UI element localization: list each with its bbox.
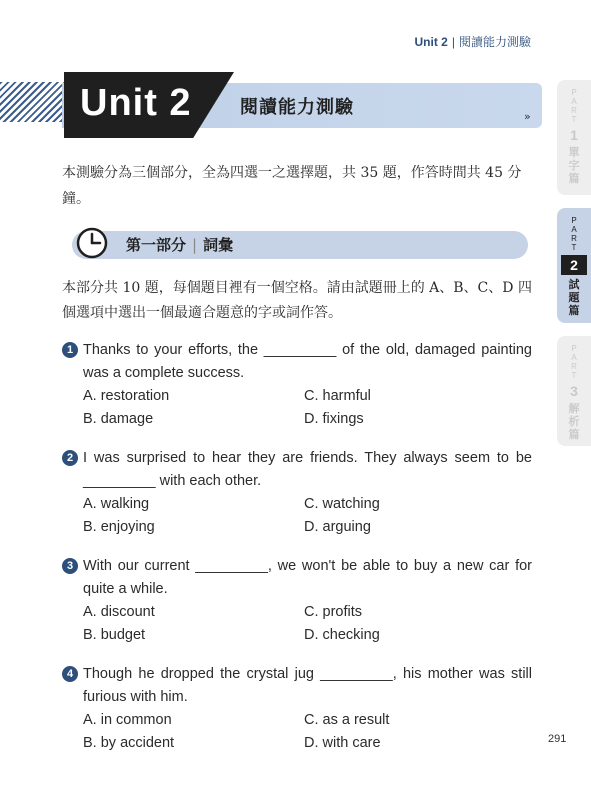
tab-part-number: 1 bbox=[570, 127, 578, 143]
option[interactable]: D. fixings bbox=[304, 411, 364, 427]
option-list bbox=[62, 601, 532, 647]
question-number-badge: 2 bbox=[62, 450, 78, 466]
question-number-badge: 1 bbox=[62, 342, 78, 358]
section-name: 詞彙 bbox=[203, 236, 234, 254]
question-number-badge: 4 bbox=[62, 666, 78, 682]
question-stem bbox=[62, 447, 532, 493]
question-stem bbox=[62, 555, 532, 601]
tab-part-number: 3 bbox=[570, 383, 578, 399]
running-header bbox=[415, 33, 531, 50]
option[interactable]: B. by accident bbox=[83, 735, 175, 751]
section-label: 第一部分 bbox=[126, 236, 187, 254]
question bbox=[62, 339, 532, 431]
tab-part-2[interactable] bbox=[557, 208, 591, 323]
question bbox=[62, 447, 532, 539]
chevron-right-double-icon: » bbox=[524, 110, 531, 123]
section-description: 本部分共 10 題，每個題目裡有一個空格。請由試題冊上的 A、B、C、D 四個選項中選出一個最適合題意的字或詞作答。 bbox=[62, 280, 532, 321]
option[interactable]: C. watching bbox=[304, 496, 380, 512]
option[interactable]: A. restoration bbox=[83, 388, 170, 404]
page-number: 291 bbox=[548, 733, 567, 745]
option[interactable]: B. budget bbox=[83, 627, 146, 643]
question-stem bbox=[62, 339, 532, 385]
option-list bbox=[62, 385, 532, 431]
banner-subtitle: 閱讀能力測驗 bbox=[240, 97, 354, 118]
tab-part-label: P A R T bbox=[571, 216, 577, 252]
tab-part-number: 2 bbox=[561, 255, 587, 275]
test-intro: 本測驗分為三個部分，全為四選一之選擇題，共 35 題，作答時間共 45 分鐘。 bbox=[62, 165, 522, 207]
tab-part-3[interactable] bbox=[557, 336, 591, 446]
question-text: With our current _________, we won't be able to buy a new car for quite a while. bbox=[83, 558, 532, 597]
option-list bbox=[62, 493, 532, 539]
option[interactable]: D. checking bbox=[304, 627, 380, 643]
option[interactable]: A. walking bbox=[83, 496, 150, 512]
tab-part-name: 解析篇 bbox=[568, 402, 580, 441]
question-number-badge: 3 bbox=[62, 558, 78, 574]
header-unit: Unit 2 bbox=[414, 35, 448, 49]
tab-part-name: 試題篇 bbox=[568, 278, 580, 317]
option[interactable]: C. as a result bbox=[304, 712, 390, 728]
option[interactable]: C. profits bbox=[304, 604, 363, 620]
option[interactable]: A. discount bbox=[83, 604, 155, 620]
tab-part-1[interactable] bbox=[557, 80, 591, 195]
option-list bbox=[62, 709, 532, 755]
question bbox=[62, 663, 532, 755]
question-text: Thanks to your efforts, the _________ of the old, damaged painting was a complete success. bbox=[83, 342, 532, 381]
section-separator: | bbox=[192, 236, 198, 254]
question-text: I was surprised to hear they are friends. They always seem to be _________ with each other. bbox=[83, 450, 532, 489]
option[interactable]: D. with care bbox=[304, 735, 381, 751]
option[interactable]: B. damage bbox=[83, 411, 154, 427]
question bbox=[62, 555, 532, 647]
clock-icon bbox=[76, 227, 108, 259]
question-text: Though he dropped the crystal jug _________, his mother was still furious with him. bbox=[83, 666, 532, 705]
option[interactable]: D. arguing bbox=[304, 519, 371, 535]
header-separator: | bbox=[451, 35, 455, 49]
option[interactable]: B. enjoying bbox=[83, 519, 155, 535]
option[interactable]: A. in common bbox=[83, 712, 172, 728]
banner-title: Unit 2 bbox=[80, 82, 192, 124]
tab-part-label: P A R T bbox=[571, 344, 577, 380]
section-title bbox=[126, 234, 233, 255]
question-stem bbox=[62, 663, 532, 709]
tab-part-label: P A R T bbox=[571, 88, 577, 124]
option[interactable]: C. harmful bbox=[304, 388, 371, 404]
header-title: 閱讀能力測驗 bbox=[458, 35, 531, 49]
tab-part-name: 單字篇 bbox=[568, 146, 580, 185]
